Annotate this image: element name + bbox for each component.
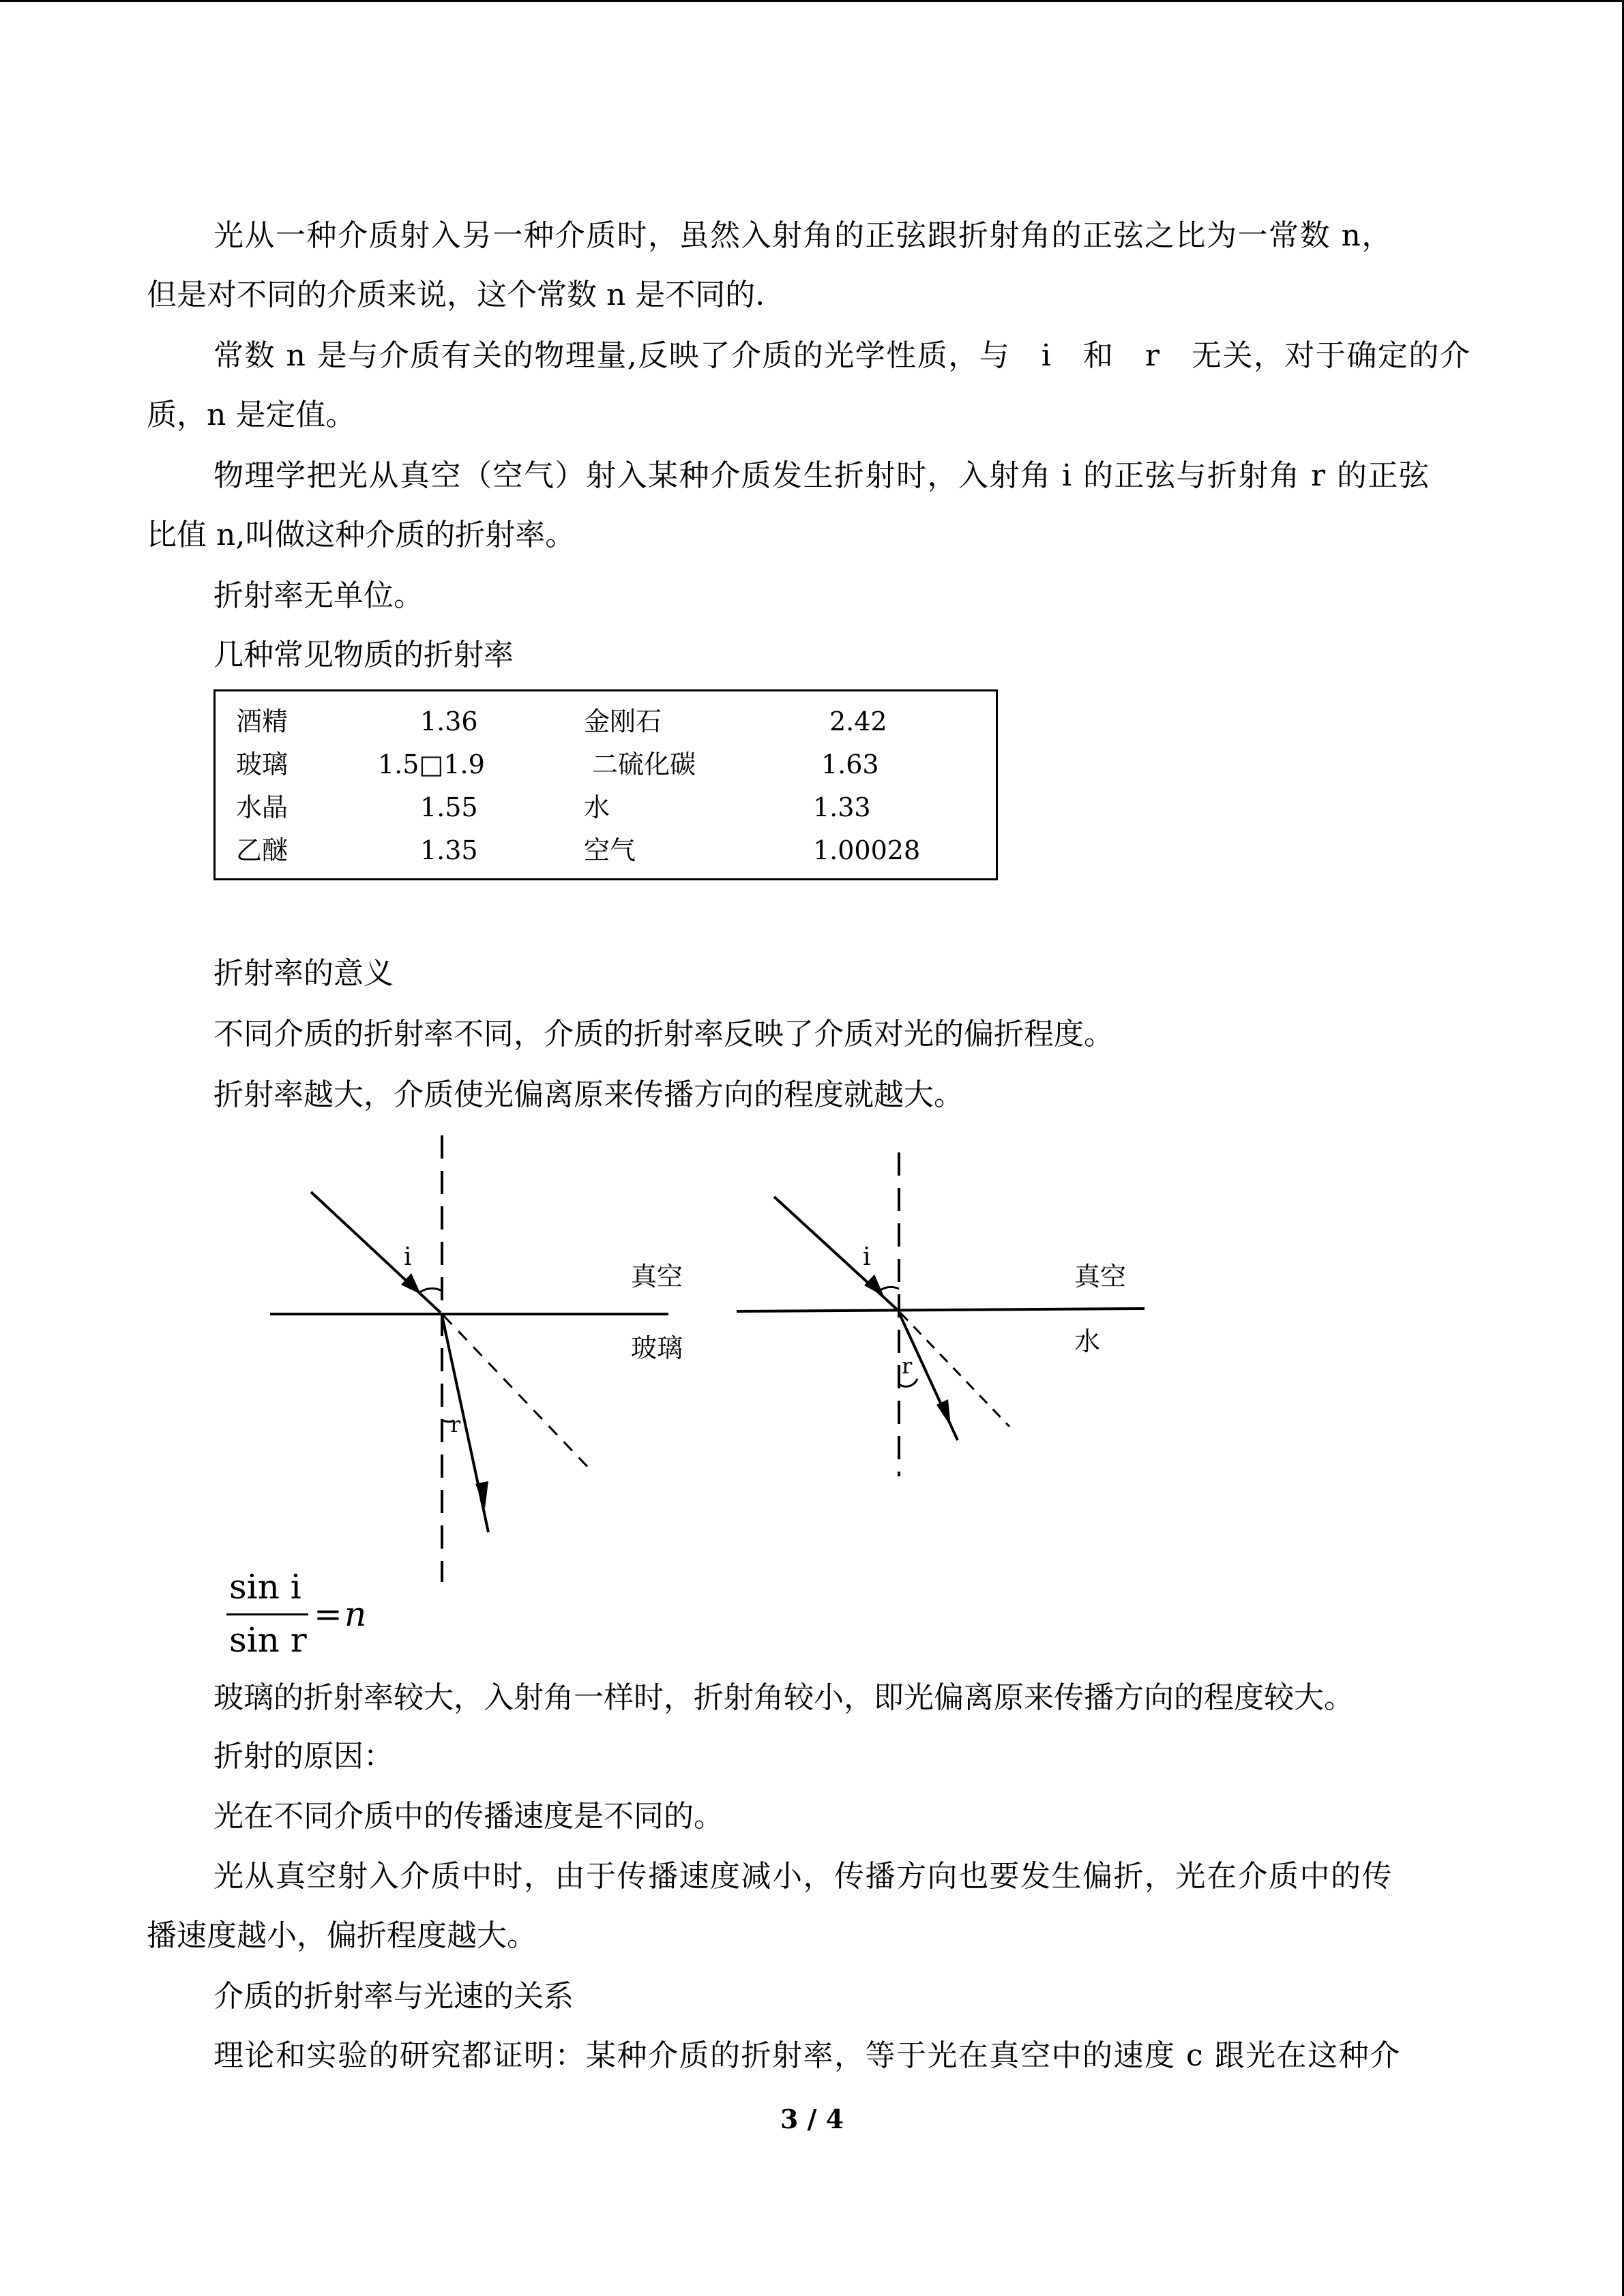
section-heading: 折射率的意义: [213, 956, 394, 991]
paragraph-line: 常数 n 是与介质有关的物理量,反映了介质的光学性质，与 i 和 r 无关，对于确定的介: [213, 338, 1471, 373]
table-cell: 二硫化碳: [592, 749, 696, 779]
table-cell: 1.36: [420, 706, 478, 736]
table-cell: 空气: [584, 835, 636, 865]
glass-refraction-diagram: [270, 1135, 683, 1582]
table-cell: 1.63: [821, 749, 879, 779]
incident-ray: [311, 1192, 441, 1313]
lower-medium-label: 玻璃: [631, 1333, 683, 1363]
undeviated-dashed-ray: [900, 1313, 1009, 1427]
paragraph-line: 光从一种介质射入另一种介质时，虽然入射角的正弦跟折射角的正弦之比为一常数 n，: [213, 218, 1393, 253]
incident-arrowhead: [864, 1274, 884, 1296]
paragraph-line: 折射率无单位。: [213, 578, 424, 613]
refracted-ray: [442, 1315, 488, 1532]
refraction-formula: [225, 1567, 389, 1666]
table-cell: 水: [584, 792, 610, 822]
upper-medium-label: 真空: [1074, 1262, 1127, 1292]
formula-equals: =: [314, 1594, 342, 1634]
table-cell: 1.55: [420, 792, 478, 822]
table-cell: 酒精: [236, 706, 289, 736]
table-cell: 2.42: [829, 706, 887, 736]
interface-line: [737, 1309, 1145, 1311]
incident-angle-label: i: [404, 1243, 412, 1271]
undeviated-dashed-ray: [443, 1315, 593, 1473]
incident-angle-label: i: [863, 1243, 871, 1271]
water-refraction-diagram: [737, 1152, 1145, 1476]
table-cell: 金刚石: [584, 706, 662, 736]
paragraph-line: 但是对不同的介质来说，这个常数 n 是不同的.: [147, 278, 765, 312]
fraction-bar: [226, 1613, 308, 1615]
refraction-angle-arc: [899, 1379, 917, 1386]
upper-medium-label: 真空: [631, 1262, 683, 1292]
incident-arrowhead: [401, 1273, 421, 1294]
section-heading: 折射的原因：: [213, 1739, 394, 1774]
paragraph-line: 不同介质的折射率不同，介质的折射率反映了介质对光的偏折程度。: [213, 1017, 1114, 1052]
section-heading: 介质的折射率与光速的关系: [213, 1979, 574, 2014]
page-number: 3 / 4: [780, 2104, 844, 2134]
paragraph-line: 折射率越大，介质使光偏离原来传播方向的程度就越大。: [213, 1077, 964, 1112]
lower-medium-label: 水: [1074, 1326, 1101, 1356]
formula-numerator: sin i: [229, 1567, 301, 1607]
formula-result: n: [344, 1594, 367, 1634]
paragraph-line: 光从真空射入介质中时，由于传播速度减小，传播方向也要发生偏折，光在介质中的传: [213, 1859, 1393, 1894]
table-cell: 1.5□1.9: [378, 749, 485, 779]
refracted-arrowhead: [936, 1399, 951, 1427]
paragraph-line: 玻璃的折射率较大，入射角一样时，折射角较小，即光偏离原来传播方向的程度较大。: [213, 1680, 1354, 1715]
table-cell: 玻璃: [236, 749, 289, 779]
table-caption: 几种常见物质的折射率: [213, 638, 514, 672]
paragraph-line: 质，n 是定值。: [147, 398, 356, 432]
incidence-angle-arc: [419, 1288, 442, 1293]
paragraph-line: 理论和实验的研究都证明：某种介质的折射率，等于光在真空中的速度 c 跟光在这种介: [213, 2038, 1401, 2073]
table-cell: 乙醚: [236, 835, 289, 865]
paragraph-line: 比值 n,叫做这种介质的折射率。: [147, 518, 576, 552]
paragraph-line: 播速度越小，偏折程度越大。: [147, 1918, 537, 1953]
refraction-angle-label: r: [902, 1353, 913, 1379]
table-cell: 1.00028: [813, 835, 921, 865]
paragraph-line: 物理学把光从真空（空气）射入某种介质发生折射时，入射角 i 的正弦与折射角 r 的正弦: [213, 458, 1430, 493]
formula-denominator: sin r: [229, 1620, 307, 1660]
paragraph-line: 光在不同介质中的传播速度是不同的。: [213, 1799, 724, 1834]
table-cell: 水晶: [236, 792, 289, 822]
table-cell: 1.33: [813, 792, 871, 822]
table-cell: 1.35: [420, 835, 478, 865]
refraction-angle-label: r: [450, 1412, 461, 1437]
